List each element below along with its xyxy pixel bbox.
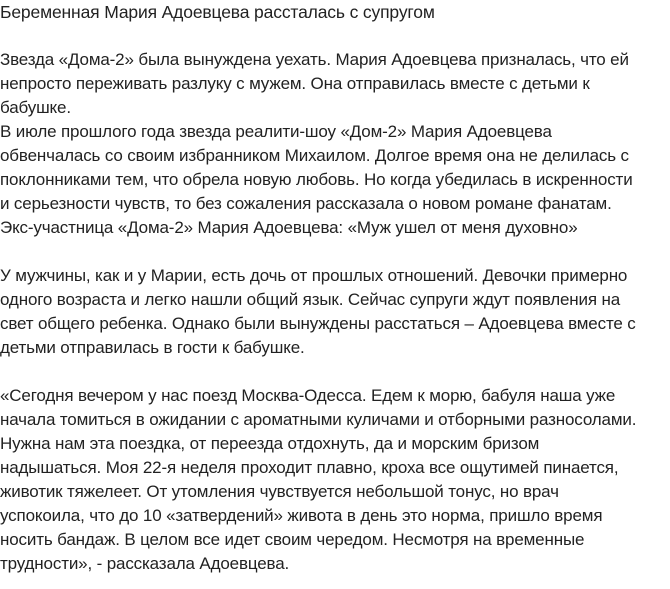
article-text-line: У мужчины, как и у Марии, есть дочь от прошлых отношений. Девочки примерно xyxy=(0,266,628,285)
article-text-line: непросто переживать разлуку с мужем. Она отправилась вместе с детьми к xyxy=(0,74,590,93)
article-text-line: обвенчалась со своим избранником Михаилом. Долгое время она не делилась с xyxy=(0,146,629,165)
quote-text-line: трудности», - рассказала Адоевцева. xyxy=(0,554,290,573)
article-text-line: одного возраста и легко нашли общий язык. Сейчас супруги ждут появления на xyxy=(0,290,621,309)
article-text-line: поклонниками тем, что обрела новую любовь. Но когда убедилась в искренности xyxy=(0,170,633,189)
article-text-line: свет общего ребенка. Однако были вынуждены расстаться – Адоевцева вместе с xyxy=(0,314,636,333)
quote-text-line: носить бандаж. В целом все идет своим чередом. Несмотря на временные xyxy=(0,530,585,549)
article-text-line: и серьезности чувств, то без сожаления рассказала о новом романе фанатам. xyxy=(0,194,612,213)
quote-text-line: Нужна нам эта поездка, от переезда отдохнуть, да и морским бризом xyxy=(0,434,540,453)
quote-text-line: надышаться. Моя 22-я неделя проходит плавно, кроха все ощутимей пинается, xyxy=(0,458,619,477)
quote-text-line: начала томиться в ожидании с ароматными куличами и отборными разносолами. xyxy=(0,410,637,429)
article-title: Беременная Мария Адоевцева рассталась с супругом xyxy=(0,2,435,22)
quote-text-line: «Сегодня вечером у нас поезд Москва-Одесса. Едем к морю, бабуля наша уже xyxy=(0,386,616,405)
quote-text-line: животик тяжелеет. От утомления чувствуется небольшой тонус, но врач xyxy=(0,482,559,501)
article-text-line: детьми отправилась в гости к бабушке. xyxy=(0,338,305,357)
article-text-line: бабушке. xyxy=(0,98,71,117)
quote-text-line: успокоила, что до 10 «затвердений» живота в день это норма, пришло время xyxy=(0,506,603,525)
related-article-link-text: Экс-участница «Дома-2» Мария Адоевцева: «Муж ушел от меня духовно» xyxy=(0,218,578,237)
article-text-line: В июле прошлого года звезда реалити-шоу «Дом-2» Мария Адоевцева xyxy=(0,122,552,141)
article-text-line: Звезда «Дома-2» была вынуждена уехать. Мария Адоевцева призналась, что ей xyxy=(0,50,629,69)
